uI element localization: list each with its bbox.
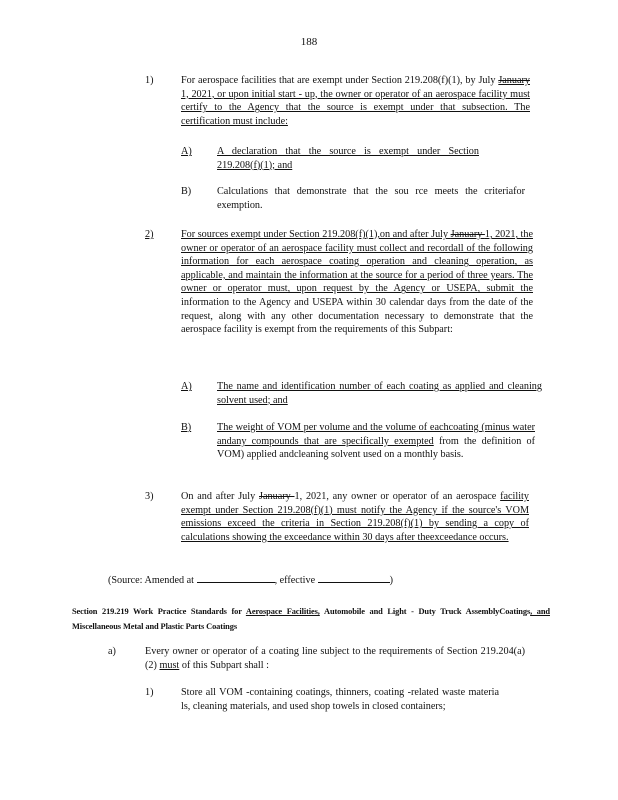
item-a-text-end: of this Subpart shall :	[179, 659, 269, 671]
item-a-text-start: Every owner or operator of a coating line subject to the requirements of Section 219.204(a)(2)	[145, 646, 525, 671]
source-note	[108, 572, 438, 588]
source-close: )	[389, 575, 394, 586]
item-1a-text: A declaration that the source is exempt under Section 219.208(f)(1); and	[217, 146, 479, 171]
item-1-deleted-january: January	[498, 75, 530, 86]
item-3-paragraph	[181, 490, 529, 544]
item-2a-number: A)	[181, 381, 192, 392]
source-amended-label: (Source: Amended at	[108, 575, 195, 586]
section-heading-end: Miscellaneous Metal and Plastic Parts Coatings	[72, 622, 237, 631]
item-a1-text: Store all VOM -containing coatings, thinners, coating -related waste materia ls, cleaning materials, and used shop towels in closed containers;	[181, 687, 499, 712]
item-3-number: 3)	[145, 491, 154, 502]
item-a-number: a)	[108, 646, 116, 657]
item-1a-number: A)	[181, 146, 192, 157]
item-2-inserted	[181, 229, 533, 294]
section-heading	[72, 604, 550, 634]
item-3-deleted-january: January	[259, 491, 295, 502]
amended-blank-line	[197, 572, 275, 583]
source-effective-label: , effective	[274, 575, 316, 586]
item-2b-number: B)	[181, 422, 192, 433]
item-1b-number: B)	[181, 186, 192, 197]
section-heading-middle: Automobile and Light - Duty Truck AssemblyCoatings	[319, 607, 531, 616]
item-1-number: 1)	[145, 75, 154, 86]
item-1-text-start: For aerospace facilities that are exempt under Section 219.208(f)(1), by July	[181, 75, 499, 86]
item-2b-text	[217, 421, 535, 462]
item-2-paragraph	[181, 228, 533, 337]
item-2b-inserted: The weight of VOM per volume and the volume of eachcoating (minus water andany compounds that are specifically exempted	[217, 422, 535, 447]
page-number: 188	[300, 36, 318, 48]
section-heading-inserted-2: , and	[530, 607, 550, 616]
item-1-text-end: 1, 2021, or upon initial start - up, the owner or operator of an aerospace facility must certify to the Agency that the source is exempt under that subsection. The certification must include:	[181, 88, 530, 127]
effective-blank-line	[318, 572, 390, 583]
item-2b-text-end: from the definition of VOM) applied andcleaning solvent used on a monthly basis.	[217, 435, 535, 461]
item-a-inserted-must: must	[159, 659, 180, 671]
item-2-text-start: For sources exempt under Section 219.208(f)(1),on and after July	[181, 229, 451, 240]
item-1-paragraph	[181, 74, 530, 128]
item-2-text-end: information to the Agency and USEPA within 30 calendar days from the date of the request, along with any other documentation necessary to demonstrate that the aerospace facility is exempt from the requirements of this Subpart:	[181, 296, 533, 336]
item-1b-text: Calculations that demonstrate that the sou rce meets the criteriafor exemption.	[217, 186, 525, 211]
item-2-text-middle: 1, 2021, the owner or operator of an aerospace facility must collect and recordall of the following information for each aerospace coating operation and cleaning operation, as applicable, and maintain the information at the source for a period of three years. The owner or operator must, upon request by the Agency or USEPA, submit the	[181, 229, 533, 295]
item-3-text-start: On and after July	[181, 491, 260, 502]
item-3-text-middle: 1, 2021, any owner or operator of an aerospace	[294, 491, 501, 502]
item-a-paragraph	[145, 645, 525, 672]
item-2a-text: The name and identification number of each coating as applied and cleaning solvent used; and	[217, 381, 542, 406]
item-2-deleted-january: January	[450, 229, 485, 240]
section-heading-start: Section 219.219 Work Practice Standards for	[72, 607, 246, 616]
section-heading-inserted-1: Aerospace Facilities,	[245, 607, 320, 616]
item-3-inserted: facility exempt under Section 219.208(f)(1) must notify the Agency if the source's VOM emissions exceed the criteria in Section 219.208(f)(1) by sending a copy of calculations showing the exceedance within 30 days after theexceedance occurs.	[181, 491, 529, 543]
item-2-number: 2)	[145, 229, 154, 240]
item-a1-number: 1)	[145, 687, 154, 698]
